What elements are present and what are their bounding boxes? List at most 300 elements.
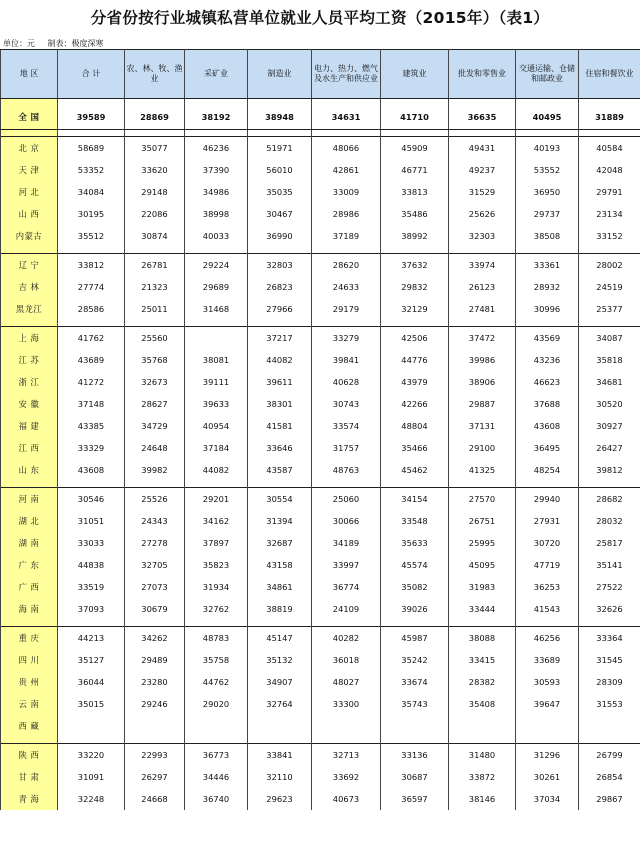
- spacer-cell: [579, 130, 640, 137]
- region-cell: 湖 北: [1, 510, 58, 532]
- wage-cell: 38948: [248, 105, 312, 130]
- wage-cell: 32762: [185, 598, 248, 620]
- wage-cell: 30720: [516, 532, 579, 554]
- wage-cell: 24668: [125, 788, 185, 810]
- table-row: [1, 766, 640, 788]
- wage-cell: 35486: [381, 203, 449, 225]
- wage-cell: 49431: [449, 137, 516, 160]
- wage-cell: [58, 715, 125, 737]
- header-total: 合 计: [58, 50, 125, 99]
- wage-cell: 49237: [449, 159, 516, 181]
- wage-cell: 37897: [185, 532, 248, 554]
- wage-cell: 33574: [312, 415, 381, 437]
- region-cell: 湖 南: [1, 532, 58, 554]
- wage-cell: 26854: [579, 766, 640, 788]
- wage-cell: 40033: [185, 225, 248, 247]
- wage-cell: 33812: [58, 254, 125, 277]
- wage-cell: 26781: [125, 254, 185, 277]
- wage-cell: 33415: [449, 649, 516, 671]
- wage-cell: 35512: [58, 225, 125, 247]
- wage-cell: [381, 715, 449, 737]
- wage-cell: 37131: [449, 415, 516, 437]
- wage-cell: 35077: [125, 137, 185, 160]
- table-meta: [3, 38, 114, 49]
- wage-cell: 33329: [58, 437, 125, 459]
- wage-cell: 28002: [579, 254, 640, 277]
- wage-cell: 32129: [381, 298, 449, 320]
- wage-cell: 25560: [125, 327, 185, 350]
- wage-cell: 53552: [516, 159, 579, 181]
- spacer-cell: [312, 130, 381, 137]
- wage-cell: 40584: [579, 137, 640, 160]
- header-utilities: 电力、热力、燃气及水生产和供应业: [312, 50, 381, 99]
- wage-cell: 41581: [248, 415, 312, 437]
- wage-cell: 48027: [312, 671, 381, 693]
- wage-cell: 38146: [449, 788, 516, 810]
- wage-cell: 28932: [516, 276, 579, 298]
- wage-cell: 43689: [58, 349, 125, 371]
- wage-cell: 36773: [185, 744, 248, 767]
- spacer-cell: [1, 130, 58, 137]
- wage-cell: 31051: [58, 510, 125, 532]
- wage-cell: 32673: [125, 371, 185, 393]
- wage-cell: [449, 715, 516, 737]
- wage-cell: 33646: [248, 437, 312, 459]
- region-cell: 黑龙江: [1, 298, 58, 320]
- table-row: [1, 298, 640, 320]
- wage-cell: 28627: [125, 393, 185, 415]
- wage-cell: 44776: [381, 349, 449, 371]
- wage-cell: 53352: [58, 159, 125, 181]
- wage-cell: 48783: [185, 627, 248, 650]
- wage-cell: 26823: [248, 276, 312, 298]
- wage-cell: 41710: [381, 105, 449, 130]
- wage-cell: 35141: [579, 554, 640, 576]
- wage-cell: 31889: [579, 105, 640, 130]
- wage-cell: 40193: [516, 137, 579, 160]
- region-cell: 吉 林: [1, 276, 58, 298]
- wage-cell: 26751: [449, 510, 516, 532]
- wage-cell: 48066: [312, 137, 381, 160]
- table-row: [1, 459, 640, 481]
- wage-cell: 41325: [449, 459, 516, 481]
- table-row: [1, 744, 640, 767]
- wage-cell: 40282: [312, 627, 381, 650]
- wage-cell: 36635: [449, 105, 516, 130]
- wage-cell: 33300: [312, 693, 381, 715]
- header-transport: 交通运输、仓储和邮政业: [516, 50, 579, 99]
- table-row: [1, 788, 640, 810]
- wage-cell: 34861: [248, 576, 312, 598]
- wage-cell: 29867: [579, 788, 640, 810]
- wage-cell: 38081: [185, 349, 248, 371]
- spacer-cell: [185, 130, 248, 137]
- wage-cell: 24519: [579, 276, 640, 298]
- wage-cell: 27774: [58, 276, 125, 298]
- wage-cell: 35408: [449, 693, 516, 715]
- table-row: [1, 532, 640, 554]
- wage-cell: 27966: [248, 298, 312, 320]
- region-cell: 辽 宁: [1, 254, 58, 277]
- wage-cell: 29246: [125, 693, 185, 715]
- wage-cell: 38192: [185, 105, 248, 130]
- wage-cell: 33689: [516, 649, 579, 671]
- table-row: [1, 371, 640, 393]
- spacer-cell: [58, 130, 125, 137]
- wage-cell: 48254: [516, 459, 579, 481]
- table-row: [1, 671, 640, 693]
- wage-cell: 30874: [125, 225, 185, 247]
- wage-cell: 32705: [125, 554, 185, 576]
- wage-cell: 37034: [516, 788, 579, 810]
- wage-cell: 42861: [312, 159, 381, 181]
- wage-cell: 41543: [516, 598, 579, 620]
- region-cell: 山 东: [1, 459, 58, 481]
- table-row: [1, 437, 640, 459]
- wage-cell: 33548: [381, 510, 449, 532]
- wage-cell: 31934: [185, 576, 248, 598]
- wage-cell: 30195: [58, 203, 125, 225]
- wage-cell: 43236: [516, 349, 579, 371]
- wage-cell: 41272: [58, 371, 125, 393]
- wage-cell: 28986: [312, 203, 381, 225]
- wage-cell: 41762: [58, 327, 125, 350]
- region-cell: 广 西: [1, 576, 58, 598]
- wage-cell: 28682: [579, 488, 640, 511]
- wage-cell: 34189: [312, 532, 381, 554]
- wage-cell: 37472: [449, 327, 516, 350]
- wage-cell: 31553: [579, 693, 640, 715]
- table-row: [1, 715, 640, 737]
- wage-cell: 26799: [579, 744, 640, 767]
- wage-cell: 38301: [248, 393, 312, 415]
- wage-cell: 35242: [381, 649, 449, 671]
- wage-cell: 44213: [58, 627, 125, 650]
- wage-cell: 32303: [449, 225, 516, 247]
- wage-cell: 27931: [516, 510, 579, 532]
- wage-cell: 47719: [516, 554, 579, 576]
- region-cell: 江 西: [1, 437, 58, 459]
- wage-cell: 48763: [312, 459, 381, 481]
- wage-cell: 33872: [449, 766, 516, 788]
- wage-cell: 33519: [58, 576, 125, 598]
- table-row: [1, 105, 640, 130]
- table-row: [1, 203, 640, 225]
- wage-cell: 42048: [579, 159, 640, 181]
- wage-cell: 35758: [185, 649, 248, 671]
- wage-cell: 39026: [381, 598, 449, 620]
- table-row: [1, 488, 640, 511]
- wage-cell: 32713: [312, 744, 381, 767]
- spacer-cell: [516, 130, 579, 137]
- region-cell: 甘 肃: [1, 766, 58, 788]
- wage-cell: 30520: [579, 393, 640, 415]
- wage-cell: 37184: [185, 437, 248, 459]
- wage-cell: 33841: [248, 744, 312, 767]
- wage-cell: 25995: [449, 532, 516, 554]
- wage-cell: 27522: [579, 576, 640, 598]
- wage-cell: 27278: [125, 532, 185, 554]
- region-cell: 贵 州: [1, 671, 58, 693]
- wage-cell: [248, 715, 312, 737]
- wage-cell: 28382: [449, 671, 516, 693]
- wage-cell: 39841: [312, 349, 381, 371]
- wage-cell: 30687: [381, 766, 449, 788]
- wage-cell: 35015: [58, 693, 125, 715]
- wage-cell: 37189: [312, 225, 381, 247]
- region-cell: 河 南: [1, 488, 58, 511]
- wage-cell: 46256: [516, 627, 579, 650]
- wage-cell: 22993: [125, 744, 185, 767]
- wage-cell: 42266: [381, 393, 449, 415]
- wage-cell: 29737: [516, 203, 579, 225]
- wage-cell: 29832: [381, 276, 449, 298]
- wage-cell: 31545: [579, 649, 640, 671]
- wage-cell: 33152: [579, 225, 640, 247]
- wage-cell: 30927: [579, 415, 640, 437]
- header-manufacturing: 制造业: [248, 50, 312, 99]
- wage-cell: 24109: [312, 598, 381, 620]
- table-row: [1, 554, 640, 576]
- wage-cell: 29791: [579, 181, 640, 203]
- region-cell: 青 海: [1, 788, 58, 810]
- wage-cell: 29887: [449, 393, 516, 415]
- wage-cell: 26427: [579, 437, 640, 459]
- wage-cell: 46771: [381, 159, 449, 181]
- wage-cell: 58689: [58, 137, 125, 160]
- wage-cell: 27481: [449, 298, 516, 320]
- wage-cell: 30996: [516, 298, 579, 320]
- wage-cell: 45462: [381, 459, 449, 481]
- wage-cell: 33813: [381, 181, 449, 203]
- wage-cell: 30467: [248, 203, 312, 225]
- region-cell: 河 北: [1, 181, 58, 203]
- header-region: 地 区: [1, 50, 58, 99]
- wage-cell: 39647: [516, 693, 579, 715]
- region-cell: 浙 江: [1, 371, 58, 393]
- header-construction: 建筑业: [381, 50, 449, 99]
- wage-cell: 34162: [185, 510, 248, 532]
- wage-cell: 34907: [248, 671, 312, 693]
- wage-cell: 40495: [516, 105, 579, 130]
- wage-cell: 28309: [579, 671, 640, 693]
- wage-cell: 34729: [125, 415, 185, 437]
- wage-cell: 21323: [125, 276, 185, 298]
- wage-cell: 33997: [312, 554, 381, 576]
- wage-cell: 32248: [58, 788, 125, 810]
- region-cell: 天 津: [1, 159, 58, 181]
- wage-cell: 36253: [516, 576, 579, 598]
- wage-cell: 31296: [516, 744, 579, 767]
- wage-cell: 30554: [248, 488, 312, 511]
- wage-cell: 36597: [381, 788, 449, 810]
- wage-cell: 24343: [125, 510, 185, 532]
- wage-cell: 34084: [58, 181, 125, 203]
- wage-cell: 39633: [185, 393, 248, 415]
- table-row: [1, 598, 640, 620]
- wage-cell: 33974: [449, 254, 516, 277]
- wage-cell: 36018: [312, 649, 381, 671]
- wage-cell: 33620: [125, 159, 185, 181]
- wage-cell: 28620: [312, 254, 381, 277]
- header-hospitality: 住宿和餐饮业: [579, 50, 640, 99]
- spacer-cell: [381, 130, 449, 137]
- wage-cell: 42506: [381, 327, 449, 350]
- wage-cell: 56010: [248, 159, 312, 181]
- wage-cell: 30679: [125, 598, 185, 620]
- wage-cell: 33220: [58, 744, 125, 767]
- wage-cell: 36044: [58, 671, 125, 693]
- wage-cell: 33692: [312, 766, 381, 788]
- region-cell: 海 南: [1, 598, 58, 620]
- wage-table: [0, 49, 640, 810]
- wage-cell: 31529: [449, 181, 516, 203]
- wage-cell: 30261: [516, 766, 579, 788]
- wage-cell: 31091: [58, 766, 125, 788]
- header-wholesale-retail: 批发和零售业: [449, 50, 516, 99]
- wage-cell: 40673: [312, 788, 381, 810]
- wage-cell: 25011: [125, 298, 185, 320]
- wage-cell: 36740: [185, 788, 248, 810]
- wage-cell: 39986: [449, 349, 516, 371]
- wage-cell: 35035: [248, 181, 312, 203]
- wage-cell: 28869: [125, 105, 185, 130]
- table-row: [1, 225, 640, 247]
- table-row: [1, 181, 640, 203]
- wage-cell: 39982: [125, 459, 185, 481]
- wage-cell: 37688: [516, 393, 579, 415]
- wage-cell: 43608: [516, 415, 579, 437]
- wage-cell: 29940: [516, 488, 579, 511]
- region-cell: 重 庆: [1, 627, 58, 650]
- wage-cell: 36774: [312, 576, 381, 598]
- table-row: [1, 693, 640, 715]
- wage-cell: 44838: [58, 554, 125, 576]
- wage-cell: 45987: [381, 627, 449, 650]
- wage-cell: 43587: [248, 459, 312, 481]
- wage-cell: 25626: [449, 203, 516, 225]
- spacer-cell: [449, 130, 516, 137]
- wage-cell: 43385: [58, 415, 125, 437]
- wage-cell: 30593: [516, 671, 579, 693]
- wage-cell: 40954: [185, 415, 248, 437]
- wage-cell: 29179: [312, 298, 381, 320]
- wage-cell: 26123: [449, 276, 516, 298]
- region-cell: 北 京: [1, 137, 58, 160]
- spacer-cell: [125, 130, 185, 137]
- wage-cell: 45147: [248, 627, 312, 650]
- wage-cell: 46236: [185, 137, 248, 160]
- region-cell: 四 川: [1, 649, 58, 671]
- wage-cell: 25526: [125, 488, 185, 511]
- wage-cell: 27570: [449, 488, 516, 511]
- table-row: [1, 415, 640, 437]
- region-cell: 广 东: [1, 554, 58, 576]
- table-row: [1, 276, 640, 298]
- wage-cell: 44082: [248, 349, 312, 371]
- wage-cell: 29489: [125, 649, 185, 671]
- group-spacer: [1, 130, 640, 137]
- wage-cell: 24633: [312, 276, 381, 298]
- wage-cell: 43569: [516, 327, 579, 350]
- wage-cell: 45095: [449, 554, 516, 576]
- wage-cell: 34087: [579, 327, 640, 350]
- wage-cell: 35743: [381, 693, 449, 715]
- wage-cell: 27073: [125, 576, 185, 598]
- wage-cell: 31468: [185, 298, 248, 320]
- table-row: [1, 159, 640, 181]
- region-cell: 江 苏: [1, 349, 58, 371]
- wage-cell: 34681: [579, 371, 640, 393]
- wage-cell: 45574: [381, 554, 449, 576]
- wage-cell: 29623: [248, 788, 312, 810]
- wage-cell: 37093: [58, 598, 125, 620]
- header-row: [1, 50, 640, 99]
- table-row: [1, 627, 640, 650]
- region-cell: 全 国: [1, 105, 58, 130]
- table-title: 分省份按行业城镇私营单位就业人员平均工资（2015年）（表1）: [90, 9, 550, 27]
- wage-cell: 37148: [58, 393, 125, 415]
- wage-cell: 38088: [449, 627, 516, 650]
- wage-cell: 34631: [312, 105, 381, 130]
- unit-label: 单位：元: [3, 39, 35, 48]
- table-row: [1, 349, 640, 371]
- wage-cell: 26297: [125, 766, 185, 788]
- wage-cell: 29689: [185, 276, 248, 298]
- wage-cell: 33136: [381, 744, 449, 767]
- wage-cell: 46623: [516, 371, 579, 393]
- wage-cell: 32764: [248, 693, 312, 715]
- wage-cell: 40628: [312, 371, 381, 393]
- wage-cell: 23280: [125, 671, 185, 693]
- wage-cell: 33033: [58, 532, 125, 554]
- wage-cell: 32110: [248, 766, 312, 788]
- wage-cell: 30066: [312, 510, 381, 532]
- table-row: [1, 393, 640, 415]
- wage-cell: 22086: [125, 203, 185, 225]
- wage-cell: 32803: [248, 254, 312, 277]
- wage-cell: 51971: [248, 137, 312, 160]
- wage-cell: 29224: [185, 254, 248, 277]
- wage-cell: 37217: [248, 327, 312, 350]
- wage-cell: 36495: [516, 437, 579, 459]
- wage-cell: 39812: [579, 459, 640, 481]
- wage-cell: 31983: [449, 576, 516, 598]
- wage-cell: 37390: [185, 159, 248, 181]
- wage-cell: 25060: [312, 488, 381, 511]
- wage-cell: 45909: [381, 137, 449, 160]
- table-row: [1, 510, 640, 532]
- wage-cell: 28586: [58, 298, 125, 320]
- wage-cell: 38998: [185, 203, 248, 225]
- wage-cell: 25377: [579, 298, 640, 320]
- region-cell: 云 南: [1, 693, 58, 715]
- region-cell: 西 藏: [1, 715, 58, 737]
- wage-cell: 23134: [579, 203, 640, 225]
- region-cell: 陕 西: [1, 744, 58, 767]
- region-cell: 内蒙古: [1, 225, 58, 247]
- wage-cell: 44082: [185, 459, 248, 481]
- wage-cell: 35633: [381, 532, 449, 554]
- spacer-cell: [248, 130, 312, 137]
- wage-cell: 31480: [449, 744, 516, 767]
- wage-cell: 48804: [381, 415, 449, 437]
- wage-cell: 39611: [248, 371, 312, 393]
- wage-cell: 39589: [58, 105, 125, 130]
- wage-cell: 30546: [58, 488, 125, 511]
- wage-cell: 36990: [248, 225, 312, 247]
- wage-cell: 34446: [185, 766, 248, 788]
